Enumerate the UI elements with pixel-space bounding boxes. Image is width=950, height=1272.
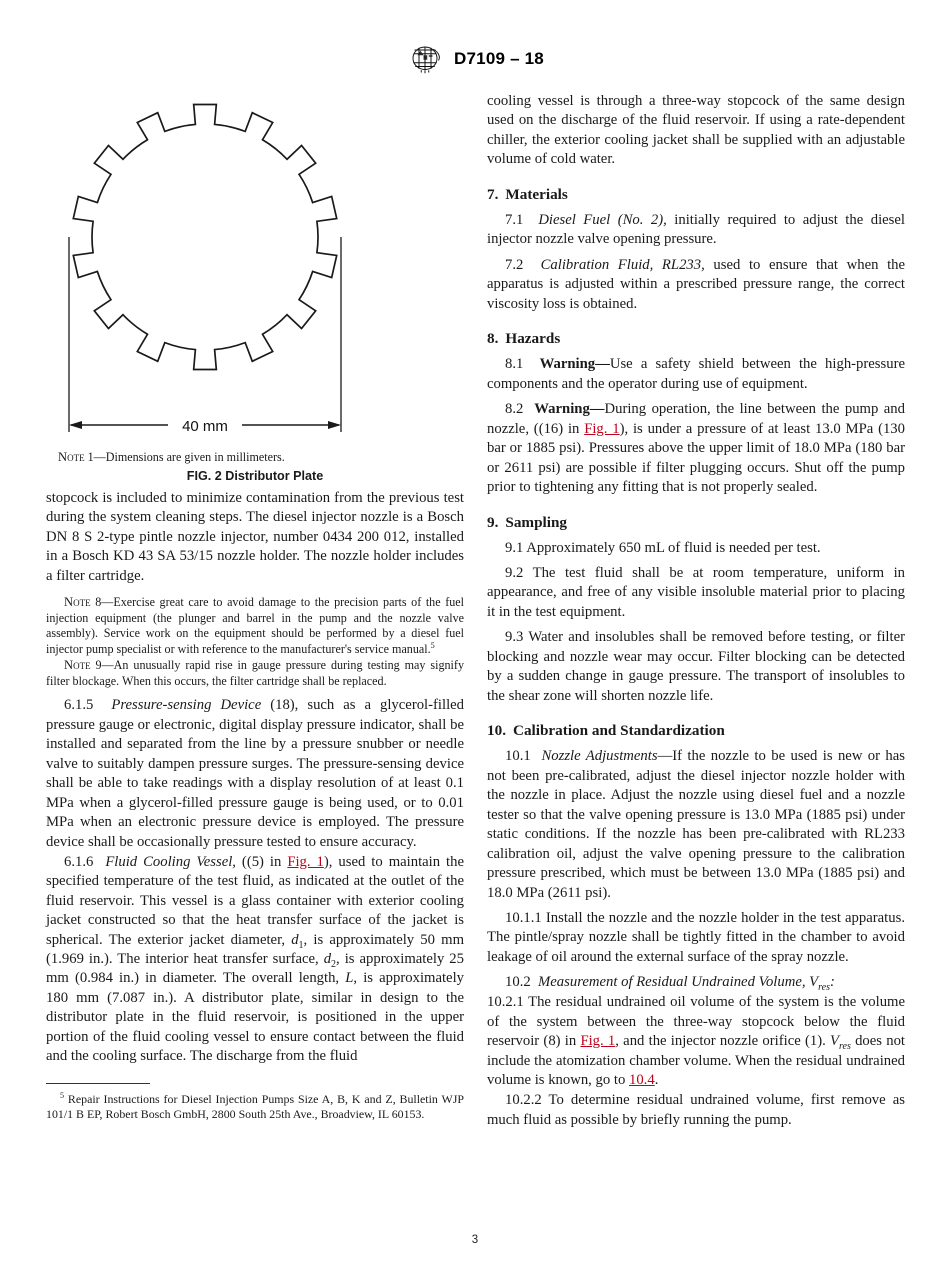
figure-2-distributor-plate <box>46 92 464 483</box>
section-6-1-6 <box>46 853 464 1067</box>
section-10-2 <box>487 973 905 992</box>
note-8 <box>46 595 464 657</box>
section-7-2-number: 7.2 <box>505 256 524 273</box>
heading-7-title: Materials <box>505 185 568 203</box>
section-8-2-part1: During operation, the line between the pump and nozzle, ((16) in <box>487 401 905 437</box>
section-7-1-title: Diesel Fuel (No. 2), <box>538 211 667 228</box>
figure-1-reference-link-3[interactable]: Fig. 1 <box>580 1033 616 1050</box>
section-6-1-5-title: Pressure-sensing Device <box>111 697 262 714</box>
figure-note <box>58 450 464 466</box>
heading-9-number: 9. <box>487 513 499 531</box>
heading-9-sampling <box>487 514 905 532</box>
document-designation: D7109 – 18 <box>454 49 544 68</box>
section-7-1-body: initially required to adjust the diesel injector nozzle valve opening pressure. <box>487 211 905 248</box>
figure-note-label: Note <box>58 450 85 464</box>
section-8-2-part2: ), is under a pressure of at least 13.0 MPa (130 bar or 1885 psi). Pressures above the upper limit of 18.0 MPa (180 bar or 2611 psi) are possible if filter plugging occurs. Shut off the pump prior to tightening any fitting that is not properly sealed. <box>487 420 905 496</box>
section-10-1-number: 10.1 <box>505 748 531 765</box>
note-8-label: Note <box>64 595 91 610</box>
section-10-2-number: 10.2 <box>505 974 531 991</box>
section-10-2-1-part3: does not include the atomization chamber volume. When the residual undrained volume is known, go to <box>487 1033 905 1089</box>
section-8-1-body: Use a safety shield between the high-pressure components and the operator during use of equipment. <box>487 356 905 392</box>
heading-8-hazards <box>487 330 905 348</box>
section-7-1-number: 7.1 <box>505 211 524 228</box>
section-6-1-6-part1: ((5) in <box>235 853 288 870</box>
section-8-2-number: 8.2 <box>505 401 524 418</box>
section-9-3: 9.3 Water and insolubles shall be removed before testing, or filter blocking and nozzle wear may occur. Filter blocking can be detected by a sudden change in gauge pressure. The transport of insolubles to the shear zone will shorten nozzle life. <box>487 629 905 704</box>
section-8-1 <box>487 355 905 394</box>
section-7-1 <box>487 211 905 250</box>
variable-Vres: V <box>830 1033 839 1050</box>
section-10-2-1-part4: . <box>654 1072 659 1089</box>
section-10-1-body: —If the nozzle to be used is new or has not been pre-calibrated, adjust the diesel injector nozzle holder with the nozzle in place. Adjust the nozzle using diesel fuel and a nozzle tester so that the valve opening pressure is 13.0 MPa (1885 psi) under static conditions. If the nozzle has been pre-calibrated with RL233 calibration oil, adjust the valve opening pressure to the calibration pressure prescribed, which must be between 13.0 MPa (1885 psi) and 18.0 MPa (2611 psi). <box>487 748 905 901</box>
footnote-separator-rule <box>46 1083 150 1084</box>
heading-7-materials <box>487 186 905 204</box>
section-10-2-colon: : <box>830 974 835 991</box>
section-9-2: 9.2 The test fluid shall be at room temperature, uniform in appearance, and free of any visible insoluble material prior to placing it in the test equipment. <box>487 564 905 620</box>
heading-7-number: 7. <box>487 185 499 203</box>
heading-10-title: Calibration and Standardization <box>512 722 725 740</box>
note-9 <box>46 658 464 689</box>
section-6-1-6-number: 6.1.6 <box>64 853 94 870</box>
section-8-1-number: 8.1 <box>505 356 524 373</box>
variable-d1-subscript: 1 <box>298 939 304 951</box>
note-9-label: Note <box>64 658 91 673</box>
page-header <box>0 44 950 74</box>
section-10-2-1-part2: , and the injector nozzle orifice (1). <box>615 1033 831 1050</box>
page-number: 3 <box>471 1234 479 1246</box>
arrowhead-left-icon <box>69 421 82 429</box>
dimension-label: 40 mm <box>182 418 228 435</box>
section-10-4-reference-link[interactable]: 10.4 <box>628 1072 655 1089</box>
note-8-footnote-marker: 5 <box>430 640 435 650</box>
variable-d1: d <box>291 931 299 948</box>
section-8-2 <box>487 400 905 497</box>
section-9-1: 9.1 Approximately 650 mL of fluid is needed per test. <box>505 539 821 556</box>
section-6-1-5-body: (18), such as a glycerol-filled pressure gauge or electronic, digital display pressure indicator, shall be installed and separated from the line by a pressure snubber or needle valve to suitably dampen pressure surges. The pressure-sensing device shall be able to take readings with a display resolution of at least 0.1 MPa when a glycerol-filled pressure gauge is being used, or to 0.01 MPa when an electronic pressure device is employed. The pressure device shall be occasionally pressure tested to ensure accuracy. <box>46 697 465 850</box>
section-6-1-6-part3: , is approximately 50 mm (1.969 in.). The interior heat transfer surface, <box>46 931 464 968</box>
arrowhead-right-icon <box>328 421 341 429</box>
paragraph-stopcock: stopcock is included to minimize contamination from the previous test during the system cleaning steps. The diesel injector nozzle is a Bosch DN 8 S 2-type pintle nozzle injector, number 0434 200 012, installed in a Bosch KD 43 SA 53/15 nozzle holder. The nozzle holder includes a filter cartridge. <box>46 489 464 584</box>
heading-10-number: 10. <box>487 722 506 740</box>
left-column <box>46 92 464 1123</box>
variable-d2-subscript: 2 <box>331 958 337 970</box>
section-10-2-subscript: res <box>818 982 830 994</box>
heading-8-title: Hazards <box>505 330 561 348</box>
footnote-5 <box>46 1092 464 1123</box>
note-9-text: 9—An unusually rapid rise in gauge pressure during testing may signify filter blockage. When this occurs, the filter cartridge shall be replaced. <box>46 658 464 689</box>
heading-10-calibration <box>487 722 905 740</box>
right-column <box>487 92 905 1130</box>
section-6-1-6-title: Fluid Cooling Vessel, <box>105 853 236 870</box>
variable-L: L <box>345 970 354 987</box>
figure-1-reference-link[interactable]: Fig. 1 <box>287 853 324 870</box>
section-10-2-2: 10.2.2 To determine residual undrained volume, first remove as much fluid as possible by briefly running the pump. <box>487 1092 905 1128</box>
section-10-1-1: 10.1.1 Install the nozzle and the nozzle holder in the test apparatus. The pintle/spray nozzle shall be tightly fitted in the chamber to avoid leakage of oil around the external surface of the spray nozzle. <box>487 910 905 965</box>
figure-caption: FIG. 2 Distributor Plate <box>186 468 324 483</box>
heading-8-number: 8. <box>487 330 499 348</box>
heading-9-title: Sampling <box>505 513 568 531</box>
section-10-2-title: Measurement of Residual Undrained Volume, V <box>538 974 819 991</box>
figure-note-text: 1—Dimensions are given in millimeters. <box>84 450 285 464</box>
section-6-1-5 <box>46 696 464 852</box>
footnote-5-text: Repair Instructions for Diesel Injection Pumps Size A, B, K and Z, Bulletin WJP 101/1 B EP, Robert Bosch GmbH, 2800 South 25th Ave., Broadview, IL 60153. <box>46 1091 464 1122</box>
figure-drawing-area <box>46 92 464 448</box>
section-8-1-warning-label: Warning— <box>539 356 610 373</box>
section-6-1-6-part4: , is approximately 25 mm (0.984 in.) in diameter. The overall length, <box>46 951 464 987</box>
section-7-2-title: Calibration Fluid, RL233, <box>540 256 705 273</box>
footnote-5-marker: 5 <box>60 1090 65 1100</box>
section-8-2-warning-label: Warning— <box>534 401 605 418</box>
section-7-2-body: used to ensure that when the apparatus is adjusted within a prescribed pressure range, the correct viscosity loss is obtained. <box>487 256 906 312</box>
section-6-1-5-number: 6.1.5 <box>64 697 94 714</box>
distributor-plate-drawing <box>46 92 464 448</box>
section-10-1 <box>487 747 905 903</box>
section-10-2-1 <box>487 993 905 1090</box>
section-6-1-6-part2: ), used to maintain the specified temperature of the test fluid, as indicated at the outlet of the fluid reservoir. This vessel is a glass container with exterior cooling jacket constructed so that the heat transfer surface of the jacket is spherical. The exterior jacket diameter, <box>46 853 465 948</box>
paragraph-cooling-vessel: cooling vessel is through a three-way stopcock of the same design used on the discharge of the fluid reservoir. If using a rate-dependent chiller, the exterior cooling jacket shall be supplied with an adjustable volume of cold water. <box>487 93 905 168</box>
section-6-1-6-part5: , is approximately 180 mm (7.087 in.). A distributor plate, similar in design to the distributor plate in the fluid reservoir, is positioned in the upper portion of the fluid cooling vessel to ensure contact between the fluid and the cooling surface. The discharge from the fluid <box>46 970 464 1065</box>
variable-d2: d <box>323 951 332 968</box>
variable-Vres-subscript: res <box>839 1041 851 1053</box>
section-7-2 <box>487 256 905 314</box>
note-8-text: 8—Exercise great care to avoid damage to the precision parts of the fuel injection equipment (the plunger and barrel in the pump and the nozzle valve assembly). Service work on the equipment should be performed by a diesel fuel injector pump specialist or with reference to the manufacturer's service manual. <box>46 595 464 656</box>
section-10-2-1-part1: 10.2.1 The residual undrained oil volume of the system is the volume of the system between the three-way stopcock below the fluid reservoir (8) in <box>487 994 905 1050</box>
astm-logo <box>406 44 444 74</box>
figure-1-reference-link-2[interactable]: Fig. 1 <box>584 420 620 437</box>
section-10-1-title: Nozzle Adjustments <box>541 748 658 765</box>
